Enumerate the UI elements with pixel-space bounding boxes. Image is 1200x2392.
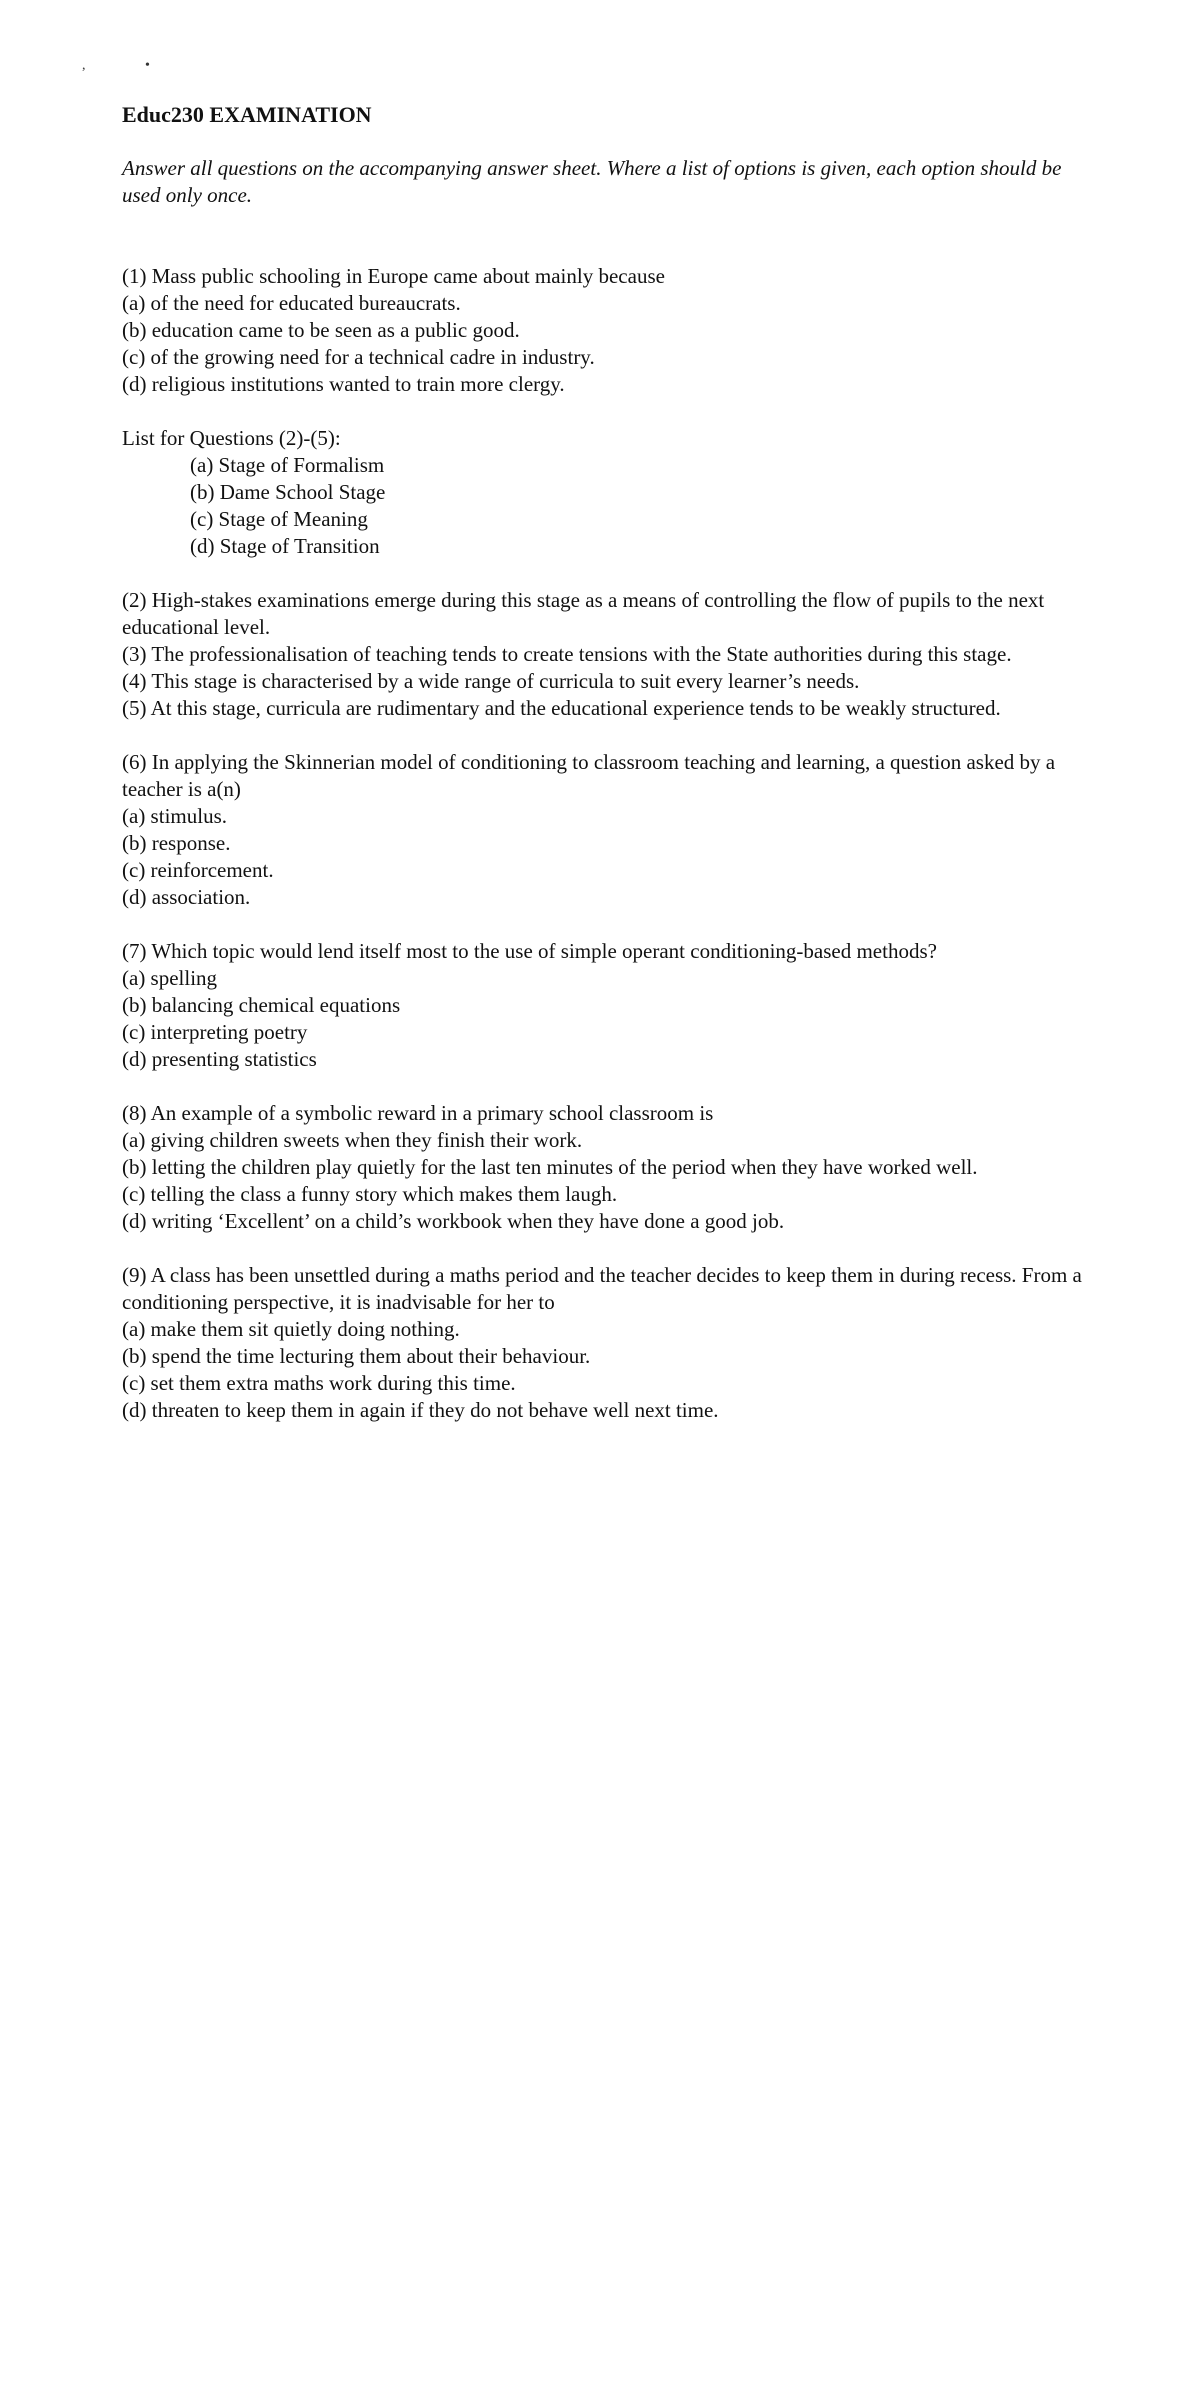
answer-option: (c) of the growing need for a technical cadre in industry. (122, 345, 595, 369)
answer-option: (b) education came to be seen as a public good. (122, 318, 520, 342)
option-list-item: (d) Stage of Transition (190, 534, 380, 558)
question-2: (2) High-stakes examinations emerge during this stage as a means of controlling the flow of pupils to the next educational level. (122, 588, 1045, 639)
answer-option: (b) spend the time lecturing them about their behaviour. (122, 1344, 591, 1368)
scan-mark: • (145, 58, 150, 73)
answer-option: (d) writing ‘Excellent’ on a child’s workbook when they have done a good job. (122, 1209, 785, 1233)
answer-option: (a) stimulus. (122, 804, 227, 828)
answer-option: (d) threaten to keep them in again if they do not behave well next time. (122, 1398, 719, 1422)
answer-option: (d) religious institutions wanted to train more clergy. (122, 372, 565, 396)
answer-option: (a) make them sit quietly doing nothing. (122, 1317, 460, 1341)
scan-mark: , (82, 58, 86, 73)
question-stem: (1) Mass public schooling in Europe came about mainly because (122, 264, 665, 288)
question-stem: (9) A class has been unsettled during a maths period and the teacher decides to keep them in during recess. From a conditioning perspective, it is inadvisable for her to (122, 1263, 1082, 1314)
question-stem: (6) In applying the Skinnerian model of conditioning to classroom teaching and learning, a question asked by a teacher is a(n) (122, 750, 1056, 801)
question-5: (5) At this stage, curricula are rudimentary and the educational experience tends to be weakly structured. (122, 696, 1001, 720)
question-7 (122, 938, 1082, 1073)
question-8 (122, 1100, 1082, 1235)
answer-option: (b) response. (122, 831, 231, 855)
question-4: (4) This stage is characterised by a wide range of curricula to suit every learner’s needs. (122, 669, 860, 693)
answer-option: (d) association. (122, 885, 251, 909)
question-3: (3) The professionalisation of teaching tends to create tensions with the State authorities during this stage. (122, 642, 1012, 666)
answer-option: (a) giving children sweets when they finish their work. (122, 1128, 583, 1152)
questions-2-5 (122, 587, 1082, 722)
question-1 (122, 263, 1082, 398)
option-list-2-5 (122, 425, 1082, 560)
question-6 (122, 749, 1082, 911)
exam-instructions: Answer all questions on the accompanying answer sheet. Where a list of options is given, each option should be used only once. (122, 156, 1062, 207)
answer-option: (a) spelling (122, 966, 218, 990)
answer-option: (c) telling the class a funny story which makes them laugh. (122, 1182, 618, 1206)
option-list-heading: List for Questions (2)-(5): (122, 426, 341, 450)
question-9 (122, 1262, 1082, 1424)
exam-content (122, 101, 1082, 1451)
question-stem: (8) An example of a symbolic reward in a primary school classroom is (122, 1101, 714, 1125)
answer-option: (b) balancing chemical equations (122, 993, 401, 1017)
option-list-item: (c) Stage of Meaning (190, 507, 368, 531)
option-list-item: (a) Stage of Formalism (190, 453, 385, 477)
question-stem: (7) Which topic would lend itself most to the use of simple operant conditioning-based methods? (122, 939, 937, 963)
exam-title: Educ230 EXAMINATION (122, 102, 372, 127)
answer-option: (c) interpreting poetry (122, 1020, 308, 1044)
answer-option: (b) letting the children play quietly for the last ten minutes of the period when they have worked well. (122, 1155, 978, 1179)
answer-option: (c) set them extra maths work during this time. (122, 1371, 516, 1395)
answer-option: (d) presenting statistics (122, 1047, 317, 1071)
answer-option: (c) reinforcement. (122, 858, 274, 882)
option-list-item: (b) Dame School Stage (190, 480, 386, 504)
answer-option: (a) of the need for educated bureaucrats. (122, 291, 461, 315)
